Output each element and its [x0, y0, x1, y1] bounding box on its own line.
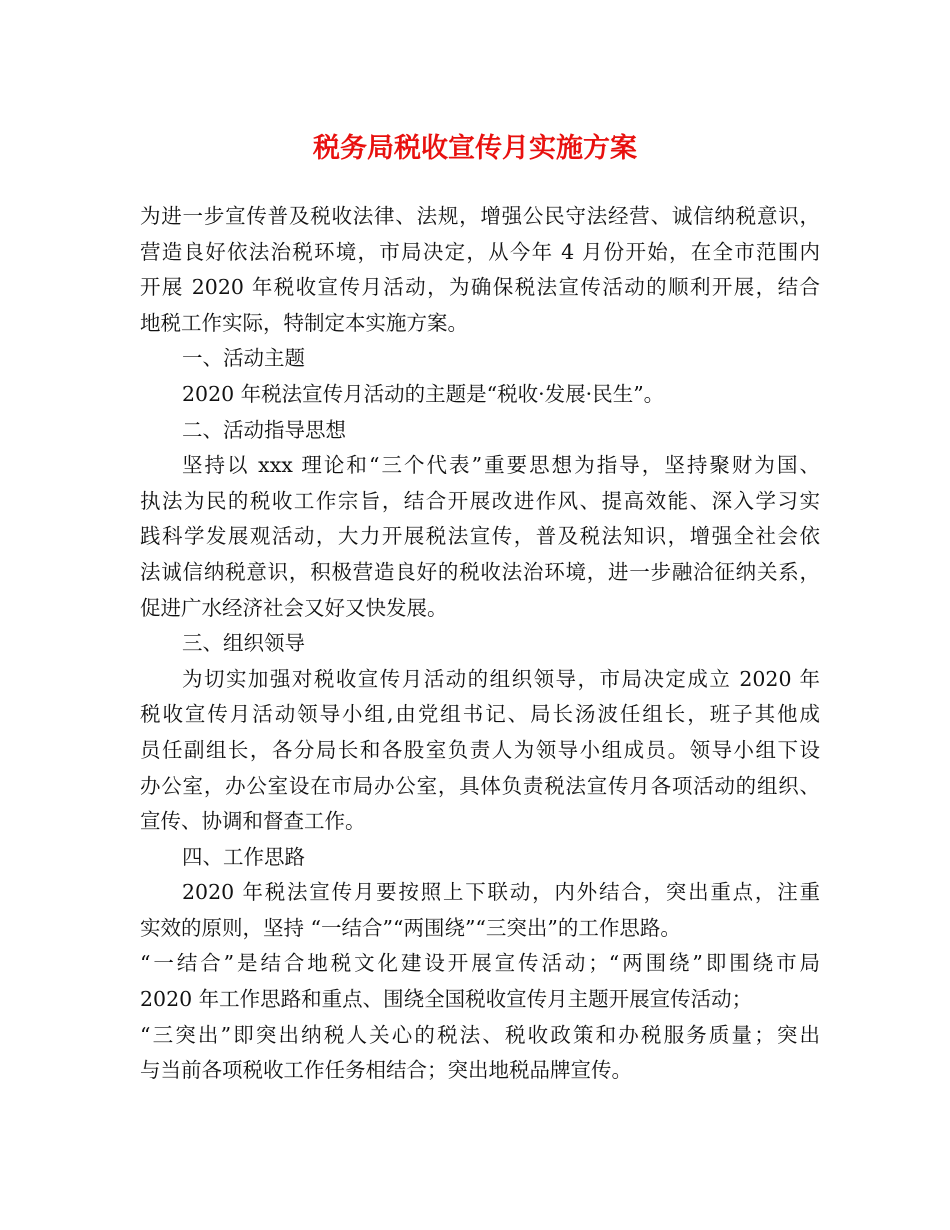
body-line: 为进一步宣传普及税收法律、法规，增强公民守法经营、诚信纳税意识，: [140, 204, 820, 228]
body-line: 员任副组长，各分局长和各股室负责人为领导小组成员。领导小组下设: [140, 737, 820, 762]
body-line: 税收宣传月活动领导小组,由党组书记、局长汤波任组长，班子其他成: [140, 702, 820, 727]
body-line: 法诚信纳税意识，积极营造良好的税收法治环境，进一步融洽征纳关系，: [140, 559, 820, 584]
body-line: 开展 2020 年税收宣传月活动，为确保税法宣传活动的顺利开展，结合: [140, 275, 820, 300]
section-heading: 四、工作思路: [182, 844, 305, 869]
body-line: 营造良好依法治税环境，市局决定，从今年 4 月份开始，在全市范围内: [140, 239, 820, 264]
body-line: 2020 年工作思路和重点、围绕全国税收宣传月主题开展宣传活动；: [140, 987, 753, 1012]
body-line: 实效的原则，坚持 “一结合”“两围绕”“三突出”的工作思路。: [140, 915, 681, 940]
section-heading: 二、活动指导思想: [182, 417, 346, 442]
section-heading: 三、组织领导: [182, 631, 305, 656]
body-line: “一结合”是结合地税文化建设开展宣传活动；“两围绕”即围绕市局: [140, 951, 820, 976]
body-line: 宣传、协调和督查工作。: [140, 809, 366, 834]
body-line: 坚持以 xxx 理论和“三个代表”重要思想为指导，坚持聚财为国、: [182, 453, 820, 478]
body-line: 办公室，办公室设在市局办公室，具体负责税法宣传月各项活动的组织、: [140, 773, 820, 798]
body-line: 促进广水经济社会又好又快发展。: [140, 595, 448, 620]
body-line: 2020 年税法宣传月要按照上下联动，内外结合，突出重点，注重: [182, 880, 820, 905]
body-line: 执法为民的税收工作宗旨，结合开展改进作风、提高效能、深入学习实: [140, 488, 820, 513]
body-line: 与当前各项税收工作任务相结合；突出地税品牌宣传。: [140, 1058, 632, 1083]
document-body: [140, 199, 820, 1089]
body-line: 2020 年税法宣传月活动的主题是“税收·发展·民生”。: [182, 381, 665, 406]
body-line: 为切实加强对税收宣传月活动的组织领导，市局决定成立 2020 年: [182, 666, 820, 691]
section-heading: 一、活动主题: [182, 346, 305, 371]
body-line: 地税工作实际，特制定本实施方案。: [140, 310, 468, 335]
body-line: “三突出”即突出纳税人关心的税法、税收政策和办税服务质量；突出: [140, 1022, 820, 1047]
document-title: 税务局税收宣传月实施方案: [313, 133, 637, 164]
body-line: 践科学发展观活动，大力开展税法宣传，普及税法知识，增强全社会依: [140, 524, 820, 549]
